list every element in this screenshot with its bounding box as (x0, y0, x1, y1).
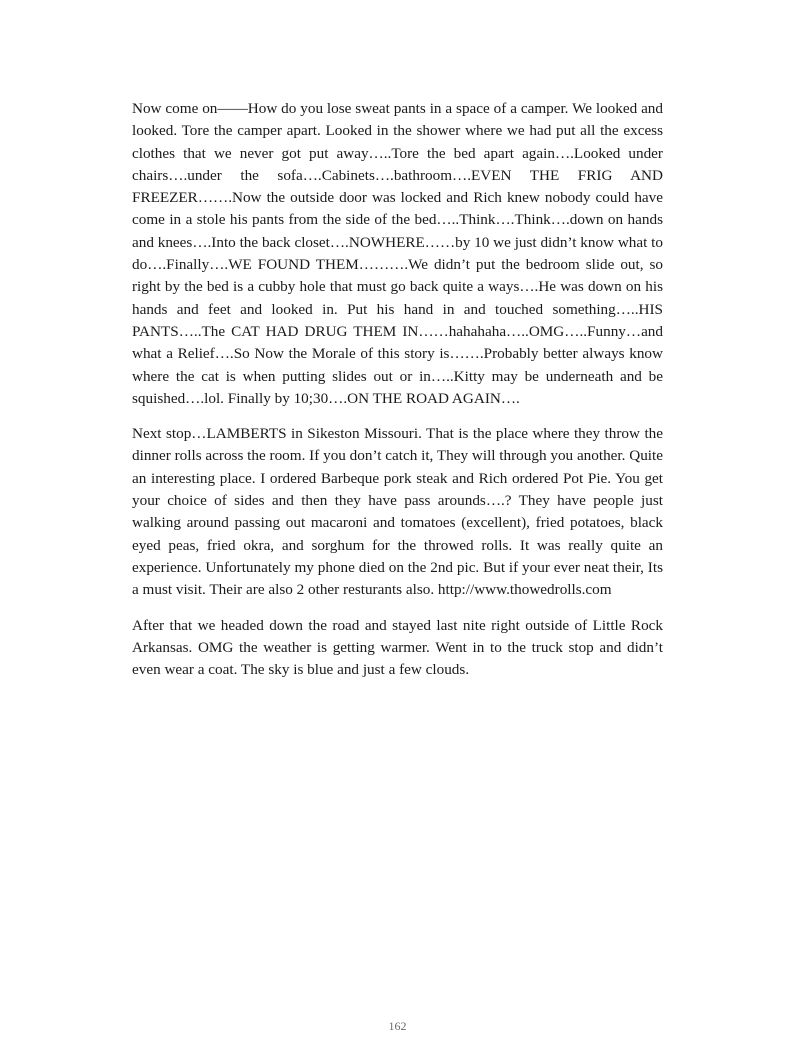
paragraph-little-rock: After that we headed down the road and stayed last nite right outside of Little Rock Arkansas. OMG the weather is getting warmer. Went in to the truck stop and didn’t even wear a coat. The sky is blue and just a few clouds. (132, 616, 663, 679)
body-text (132, 98, 663, 694)
paragraph-lamberts: Next stop…LAMBERTS in Sikeston Missouri. That is the place where they throw the dinner rolls across the room. If you don’t catch it, They will through you another. Quite an interesting place. I ordered Barbeque pork steak and Rich ordered Pot Pie. You get your choice of sides and then they have pass arounds….? They have people just walking around passing out macaroni and tomatoes (excellent), fried potatoes, black eyed peas, fried okra, and sorghum for the throwed rolls. It was really quite an experience. Unfortunately my phone died on the 2nd pic. But if your ever neat their, Its a must visit. Their are also 2 other resturants also. http://www.thowedrolls.com (132, 425, 663, 599)
paragraph-lost-pants: Now come on——How do you lose sweat pants in a space of a camper. We looked and looked. Tore the camper apart. Looked in the shower where we had put all the excess clothes that we never got put away…..Tore the bed apart again….Looked under chairs….under the sofa….Cabinets….bathroom….EVEN THE FRIG AND FREEZER…….Now the outside door was locked and Rich knew nobody could have come in a stole his pants from the side of the bed…..Think….Think….down on hands and knees….Into the back closet….NOWHERE……by 10 we just didn’t know what to do….Finally….WE FOUND THEM……….We didn’t put the bedroom slide out, so right by the bed is a cubby hole that must go back quite a ways….He was down on his hands and feet and looked in. Put his hand in and touched something…..HIS PANTS…..The CAT HAD DRUG THEM IN……hahahaha…..OMG…..Funny…and what a Relief….So Now the Morale of this story is…….Probably better always know where the cat is when putting slides out or in…..Kitty may be underneath and be squished….lol. Finally by 10;30….ON THE ROAD AGAIN…. (132, 100, 663, 407)
page-number: 162 (388, 1019, 407, 1033)
